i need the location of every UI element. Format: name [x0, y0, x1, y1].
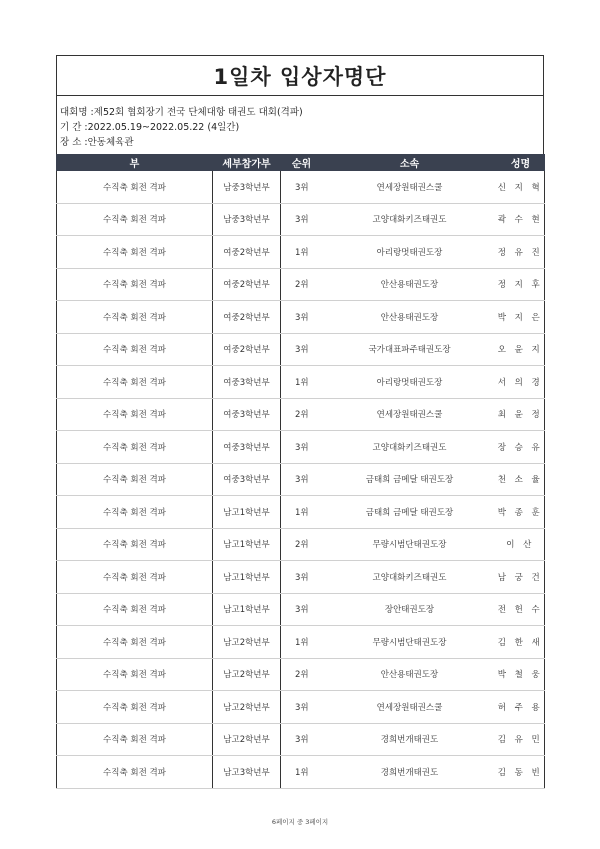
cell-team: 금태희 금메달 태권도장	[323, 496, 497, 529]
cell-category: 여중2학년부	[213, 333, 281, 366]
column-header-category: 세부참가부	[213, 155, 281, 171]
cell-name: 정 지 후	[497, 268, 545, 301]
cell-rank: 3위	[281, 203, 323, 236]
cell-rank: 1위	[281, 366, 323, 399]
table-row	[57, 301, 545, 334]
cell-name: 장 승 유	[497, 431, 545, 464]
cell-category: 남고2학년부	[213, 723, 281, 756]
table-body	[57, 171, 545, 789]
table-row	[57, 626, 545, 659]
cell-team: 고양대화키즈태권도	[323, 431, 497, 464]
table-row	[57, 593, 545, 626]
column-header-rank: 순위	[281, 155, 323, 171]
cell-category: 여중3학년부	[213, 398, 281, 431]
cell-division: 수직축 회전 격파	[57, 723, 213, 756]
cell-rank: 3위	[281, 431, 323, 464]
cell-name: 박 철 웅	[497, 658, 545, 691]
cell-team: 아리랑멋태권도장	[323, 236, 497, 269]
cell-rank: 3위	[281, 333, 323, 366]
cell-category: 여중3학년부	[213, 366, 281, 399]
cell-division: 수직축 회전 격파	[57, 431, 213, 464]
cell-name: 서 의 경	[497, 366, 545, 399]
cell-name: 김 동 빈	[497, 756, 545, 789]
cell-division: 수직축 회전 격파	[57, 268, 213, 301]
document-title: 1일차 입상자명단	[213, 64, 387, 89]
page-footer: 6페이지 중 3페이지	[271, 818, 329, 826]
cell-division: 수직축 회전 격파	[57, 301, 213, 334]
cell-team: 금태희 금메달 태권도장	[323, 463, 497, 496]
table-row	[57, 366, 545, 399]
cell-category: 여중2학년부	[213, 268, 281, 301]
info-line-venue	[60, 134, 134, 148]
cell-division: 수직축 회전 격파	[57, 658, 213, 691]
cell-team: 연세장원태권스쿨	[323, 171, 497, 204]
table-row	[57, 203, 545, 236]
table-row	[57, 658, 545, 691]
cell-category: 남중3학년부	[213, 171, 281, 204]
cell-name: 곽 수 현	[497, 203, 545, 236]
cell-name: 김 한 새	[497, 626, 545, 659]
info-label: 장 소 :	[60, 137, 88, 148]
cell-category: 남고1학년부	[213, 561, 281, 594]
cell-name: 최 윤 정	[497, 398, 545, 431]
cell-name: 허 주 용	[497, 691, 545, 724]
info-label: 대회명 :	[60, 107, 94, 118]
cell-division: 수직축 회전 격파	[57, 593, 213, 626]
table-header-row	[57, 155, 545, 171]
cell-name: 신 지 혁	[497, 171, 545, 204]
cell-division: 수직축 회전 격파	[57, 756, 213, 789]
cell-name: 이 산	[497, 528, 545, 561]
results-table	[56, 154, 545, 789]
cell-rank: 2위	[281, 658, 323, 691]
cell-division: 수직축 회전 격파	[57, 203, 213, 236]
cell-division: 수직축 회전 격파	[57, 561, 213, 594]
cell-rank: 1위	[281, 236, 323, 269]
table-row	[57, 691, 545, 724]
table-row	[57, 398, 545, 431]
cell-division: 수직축 회전 격파	[57, 366, 213, 399]
cell-name: 천 소 율	[497, 463, 545, 496]
cell-name: 전 헌 수	[497, 593, 545, 626]
table-row	[57, 333, 545, 366]
info-value: 안동체육관	[87, 137, 134, 148]
cell-rank: 1위	[281, 626, 323, 659]
cell-team: 고양대화키즈태권도	[323, 561, 497, 594]
cell-rank: 3위	[281, 171, 323, 204]
cell-rank: 3위	[281, 593, 323, 626]
info-line-period	[60, 119, 239, 133]
cell-team: 고양대화키즈태권도	[323, 203, 497, 236]
cell-team: 장안태권도장	[323, 593, 497, 626]
cell-team: 무량시범단태권도장	[323, 528, 497, 561]
cell-team: 아리랑멋태권도장	[323, 366, 497, 399]
column-header-name: 성명	[497, 155, 545, 171]
info-label: 기 간 :	[60, 122, 88, 133]
table-row	[57, 463, 545, 496]
cell-rank: 3위	[281, 691, 323, 724]
cell-division: 수직축 회전 격파	[57, 398, 213, 431]
cell-division: 수직축 회전 격파	[57, 528, 213, 561]
cell-category: 여중2학년부	[213, 301, 281, 334]
cell-name: 남 궁 건	[497, 561, 545, 594]
cell-team: 연세장원태권스쿨	[323, 691, 497, 724]
cell-category: 남고2학년부	[213, 691, 281, 724]
cell-category: 여중2학년부	[213, 236, 281, 269]
cell-team: 안산용태권도장	[323, 301, 497, 334]
cell-category: 남중3학년부	[213, 203, 281, 236]
cell-team: 국가대표파주태권도장	[323, 333, 497, 366]
cell-rank: 3위	[281, 463, 323, 496]
cell-rank: 2위	[281, 268, 323, 301]
cell-rank: 3위	[281, 561, 323, 594]
cell-category: 여중3학년부	[213, 463, 281, 496]
table-row	[57, 561, 545, 594]
table-row	[57, 496, 545, 529]
info-line-competition	[60, 104, 303, 118]
title-box	[56, 55, 544, 96]
cell-division: 수직축 회전 격파	[57, 171, 213, 204]
cell-rank: 2위	[281, 398, 323, 431]
info-value: 제52회 협회장기 전국 단체대항 태권도 대회(격파)	[93, 107, 303, 118]
cell-team: 안산용태권도장	[323, 658, 497, 691]
cell-category: 남고2학년부	[213, 626, 281, 659]
cell-name: 정 유 진	[497, 236, 545, 269]
table-row	[57, 431, 545, 464]
cell-name: 오 윤 지	[497, 333, 545, 366]
table-row	[57, 236, 545, 269]
cell-division: 수직축 회전 격파	[57, 496, 213, 529]
cell-division: 수직축 회전 격파	[57, 691, 213, 724]
cell-rank: 2위	[281, 528, 323, 561]
table-row	[57, 171, 545, 204]
cell-division: 수직축 회전 격파	[57, 333, 213, 366]
cell-name: 김 유 민	[497, 723, 545, 756]
cell-rank: 1위	[281, 496, 323, 529]
info-value: 2022.05.19~2022.05.22 (4일간)	[87, 122, 240, 133]
cell-category: 남고1학년부	[213, 496, 281, 529]
cell-rank: 3위	[281, 301, 323, 334]
cell-category: 남고2학년부	[213, 658, 281, 691]
cell-rank: 1위	[281, 756, 323, 789]
cell-name: 박 지 은	[497, 301, 545, 334]
cell-team: 안산용태권도장	[323, 268, 497, 301]
cell-category: 남고1학년부	[213, 593, 281, 626]
cell-division: 수직축 회전 격파	[57, 236, 213, 269]
cell-team: 경희번개태권도	[323, 723, 497, 756]
cell-team: 무량시범단태권도장	[323, 626, 497, 659]
cell-rank: 3위	[281, 723, 323, 756]
table-row	[57, 268, 545, 301]
cell-team: 경희번개태권도	[323, 756, 497, 789]
table-row	[57, 723, 545, 756]
cell-name: 박 종 훈	[497, 496, 545, 529]
table-row	[57, 756, 545, 789]
table-row	[57, 528, 545, 561]
cell-division: 수직축 회전 격파	[57, 463, 213, 496]
cell-division: 수직축 회전 격파	[57, 626, 213, 659]
cell-category: 남고3학년부	[213, 756, 281, 789]
column-header-division: 부	[57, 155, 213, 171]
cell-category: 여중3학년부	[213, 431, 281, 464]
cell-team: 연세장원태권스쿨	[323, 398, 497, 431]
cell-category: 남고1학년부	[213, 528, 281, 561]
column-header-team: 소속	[323, 155, 497, 171]
